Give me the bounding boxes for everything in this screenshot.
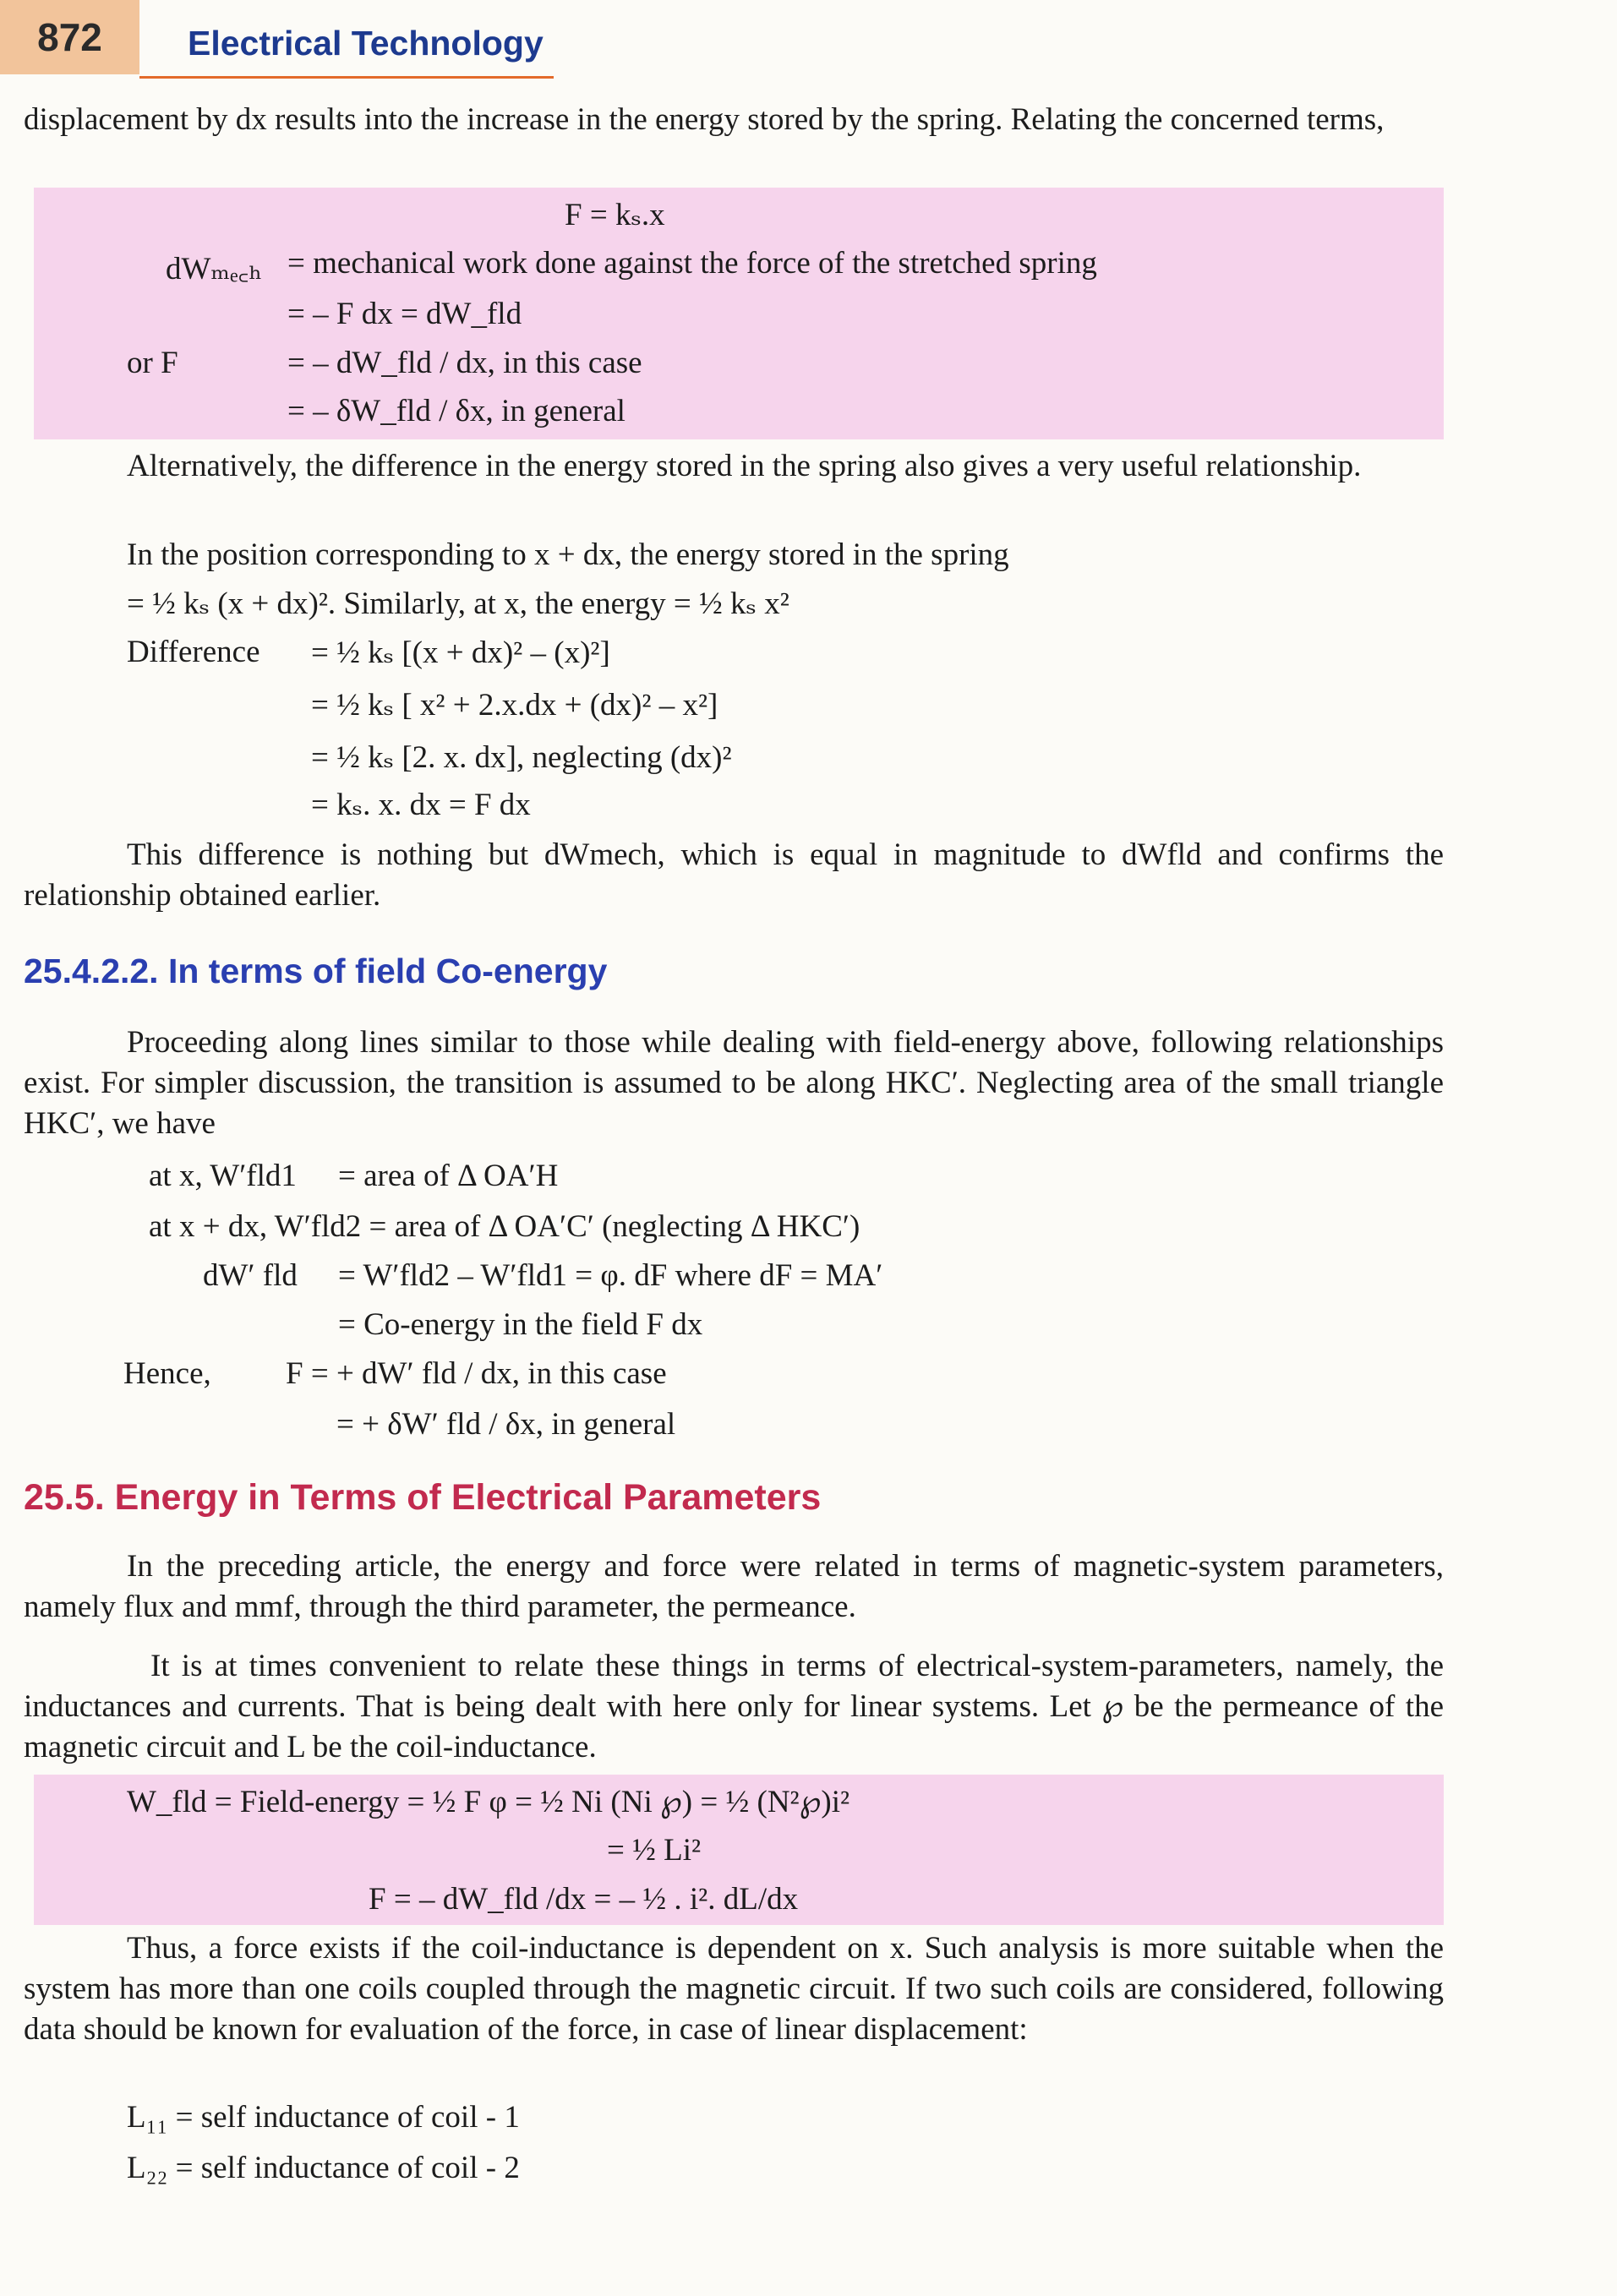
equation-line: = kₛ. x. dx = F dx — [311, 788, 531, 822]
paragraph: Thus, a force exists if the coil-inductance is dependent on x. Such analysis is more suitable when the system has more than one coils coupled through the magnetic circuit. If two such coils are considered, following data should be known for evaluation of the force, in case of linear displacement: — [24, 1931, 1444, 2047]
equation-line: = ½ kₛ (x + dx)². Similarly, at x, the energy = ½ kₛ x² — [127, 586, 789, 621]
definition-item: L₁₁ = self inductance of coil - 1 — [127, 2100, 520, 2135]
page-number: 872 — [0, 0, 139, 74]
equation-lhs: at x, W′fld1 — [149, 1159, 297, 1193]
equation-line: W_fld = Field-energy = ½ F φ = ½ Ni (Ni ℘) = ½ (N²℘)i² — [127, 1785, 850, 1819]
paragraph: Alternatively, the difference in the energy stored in the spring also gives a very useful relationship. — [127, 449, 1362, 483]
definition-item: L₂₂ = self inductance of coil - 2 — [127, 2151, 520, 2185]
paragraph: In the preceding article, the energy and force were related in terms of magnetic-system parameters, namely flux and mmf, through the third parameter, the permeance. — [24, 1549, 1444, 1624]
section-heading: 25.5. Energy in Terms of Electrical Parameters — [24, 1477, 822, 1518]
paragraph: This difference is nothing but dWmech, which is equal in magnitude to dWfld and confirms the relationship obtained earlier. — [24, 837, 1444, 913]
equation-rhs: = – dW_fld / dx, in this case — [287, 346, 642, 380]
paragraph: It is at times convenient to relate these things in terms of electrical-system-parameters, namely, the inductances and currents. That is being dealt with here only for linear systems. Let ℘ be the permeance of the magnetic circuit and L be the coil-inductance. — [24, 1649, 1444, 1764]
paragraph: In the position corresponding to x + dx, the energy stored in the spring — [127, 537, 1009, 572]
equation-lhs: Difference — [127, 635, 260, 669]
equation-line: = + δW′ fld / δx, in general — [336, 1407, 676, 1442]
equation-lhs: dW′ fld — [203, 1258, 298, 1293]
equation-highlight-band — [34, 188, 1444, 439]
equation-rhs: = ½ kₛ [(x + dx)² – (x)²] — [311, 635, 610, 670]
equation-line: = – δW_fld / δx, in general — [287, 394, 625, 428]
equation-lhs: or F — [127, 346, 178, 380]
equation-rhs: = W′fld2 – W′fld1 = φ. dF where dF = MA′ — [338, 1258, 883, 1293]
equation-line: = Co-energy in the field F dx — [338, 1307, 703, 1342]
section-heading: 25.4.2.2. In terms of field Co-energy — [24, 952, 608, 990]
equation-line: F = – dW_fld /dx = – ½ . i². dL/dx — [369, 1882, 799, 1917]
header-rule — [139, 76, 554, 79]
equation-rhs: = area of Δ OA′H — [338, 1159, 559, 1193]
equation-rhs: F = + dW′ fld / dx, in this case — [286, 1356, 667, 1391]
paragraph: displacement by dx results into the increase in the energy stored by the spring. Relating the concerned terms, — [24, 102, 1385, 137]
equation-line: = ½ kₛ [ x² + 2.x.dx + (dx)² – x²] — [311, 688, 718, 723]
equation-line: = ½ kₛ [2. x. dx], neglecting (dx)² — [311, 740, 732, 775]
book-title: Electrical Technology — [188, 24, 544, 63]
equation-line: F = kₛ.x — [565, 198, 665, 232]
equation-line: = ½ Li² — [607, 1833, 702, 1868]
equation-rhs: = mechanical work done against the force of the stretched spring — [287, 246, 1097, 281]
equation-line: = – F dx = dW_fld — [287, 297, 522, 331]
paragraph: Proceeding along lines similar to those while dealing with field-energy above, following relationships exist. For simpler discussion, the transition is assumed to be along HKC′. Neglecting area of the small triangle HKC′, we have — [24, 1025, 1444, 1141]
equation-line: at x + dx, W′fld2 = area of Δ OA′C′ (neglecting Δ HKC′) — [149, 1209, 860, 1244]
equation-lhs: Hence, — [123, 1356, 211, 1391]
equation-lhs: dWₘₑ꜀ₕ — [166, 252, 263, 286]
